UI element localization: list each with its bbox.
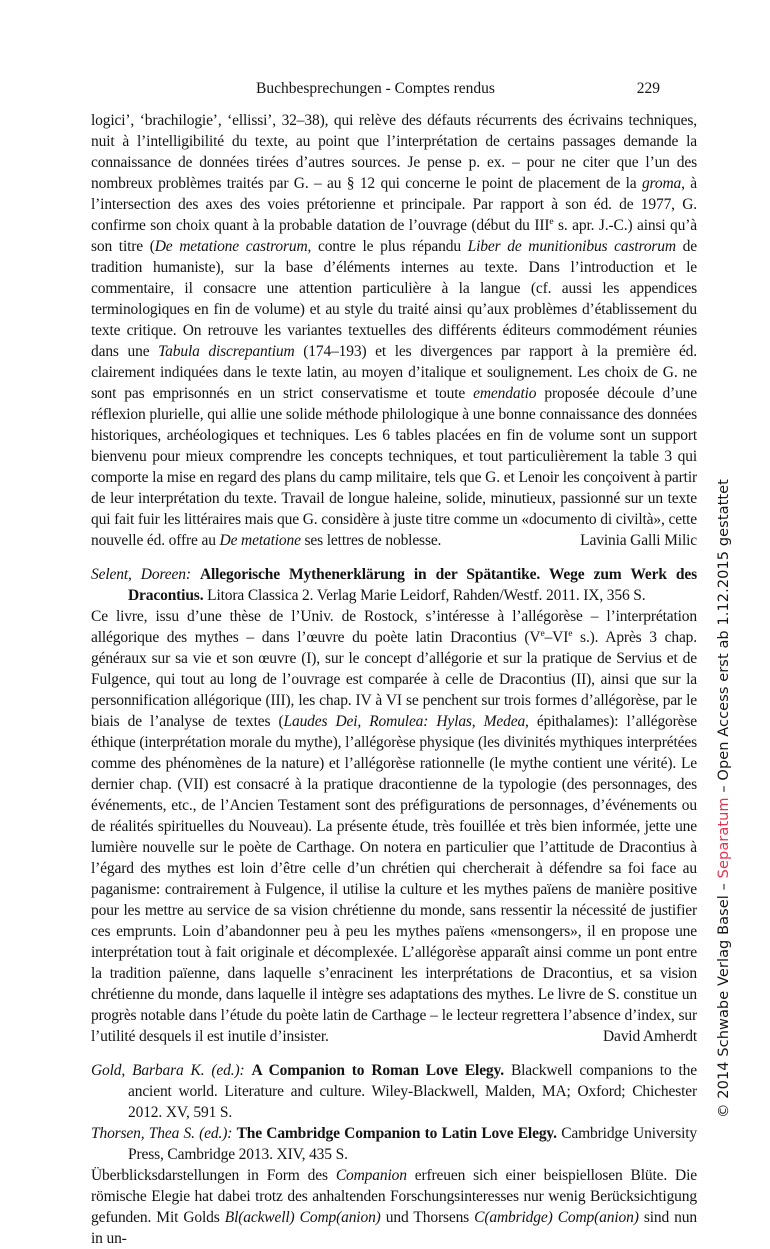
review-text: Überblicksdarstellungen in Form des Companion erfreuen sich einer beispiellosen Blüte. Die römische Elegie hat dabei trotz des anhaltenden Forschungsinteresses nur wenig Berücksichtigung gefunden. Mit Golds Bl(ackwell) Comp(anion) und Thorsens C(ambridge) Comp(anion) sind nun in un-: [91, 1167, 697, 1247]
book-reference-group: [91, 1060, 697, 1165]
review-text: logici’, ‘brachilogie’, ‘ellissi’, 32–38), qui relève des défauts récurrents des écrivains techniques, nuit à l’intelligibilité du texte, au point que l’interprétation de certains passages demande la connaissance de données tirées d’autres sources. Je pense p. ex. – pour ne citer que l’un des nombreux problèmes traités par G. – au § 12 qui concerne le point de placement de la groma, à l’intersection des axes des voies prétorienne et principale. Par rapport à son éd. de 1977, G. confirme son choix quant à la probable datation de l’ouvrage (début du IIIe s. apr. J.-C.) ainsi qu’à son titre (De metatione castrorum, contre le plus répandu Liber de munitionibus castrorum de tradition humaniste), sur la base d’éléments internes au texte. Dans l’introduction et le commentaire, il consacre une attention particulière à la langue (cf. aussi les appendices terminologiques en fin de volume) et au style du traité ainsi qu’aux problèmes d’établissement du texte critique. On retrouve les variantes textuelles des différents éditeurs commodément réunies dans une Tabula discrepantium (174–193) et les divergences par rapport à la première éd. clairement indiquées dans le texte latin, au moyen d’italique et soulignement. Les choix de G. ne sont pas emprisonnés en un strict conservatisme et toute emendatio proposée découle d’une réflexion plurielle, qui allie une solide méthode philologique à une bonne connaissance des données historiques, archéologiques et techniques. Les 6 tables placées en fin de volume sont un support bienvenu pour mieux comprendre les concepts techniques, et tout particulièrement la table 3 qui comporte la mise en regard des plans du camp militaire, tels que G. et Lenoir les conçoivent à partir de leur interprétation du texte. Travail de longue haleine, solide, minutieux, passionné sur un texte qui fait fuir les littéraires mais que G. considère à juste titre comme un «documento di civiltà», cette nouvelle éd. offre au De metatione ses lettres de noblesse.: [91, 112, 697, 549]
reviewer-signature: David Amherdt: [597, 1026, 697, 1047]
copyright-sidebar: [716, 479, 732, 1118]
book-reference-thorsen: [91, 1123, 697, 1165]
reference-text: Selent, Doreen: Allegorische Mythenerklärung in der Spätantike. Wege zum Werk des Dracontius. Litora Classica 2. Verlag Marie Leidorf, Rahden/Westf. 2011. IX, 356 S.: [91, 566, 697, 604]
reference-text: Gold, Barbara K. (ed.): A Companion to Roman Love Elegy. Blackwell companions to the ancient world. Literature and culture. Wiley-Blackwell, Malden, MA; Oxford; Chichester 2012. XV, 591 S.: [91, 1062, 697, 1121]
review-paragraph-de-metatione: [91, 110, 697, 551]
book-reference-selent: [91, 564, 697, 606]
running-title: Buchbesprechungen - Comptes rendus: [256, 80, 495, 97]
open-access-text: – Open Access erst ab 1.12.2015 gestattet: [716, 479, 732, 798]
reviewer-signature: Lavinia Galli Milic: [574, 530, 697, 551]
page-number: 229: [636, 80, 660, 97]
separatum-label: Separatum: [716, 797, 732, 879]
review-text: Ce livre, issu d’une thèse de l’Univ. de Rostock, s’intéresse à l’allégorèse – l’interprétation allégorique des mythes – dans l’œuvre du poète latin Dracontius (Ve–VIe s.). Après 3 chap. généraux sur sa vie et son œuvre (I), sur le concept d’allégorie et sur la pratique de Servius et de Fulgence, qui tout au long de l’ouvrage est comparée à celle de Dracontius (II), ainsi que sur la personnification allégorique (III), les chap. IV à VI se penchent sur trois formes d’allégorèse, par le biais de l’analyse de textes (Laudes Dei, Romulea: Hylas, Medea, épithalames): l’allégorèse éthique (interprétation morale du mythe), l’allégorèse physique (les divinités mythiques interprétées comme des phénomènes de la nature) et l’allégorèse rationnelle (le mythe contient une vérité). Le dernier chap. (VII) est consacré à la pratique dracontienne de la typologie (des personnages, des événements, etc., de l’Ancien Testament sont des préfigurations de personnages, d’événements ou de réalités spirituelles du Nouveau). La présente étude, très fouillée et très bien informée, jette une lumière nouvelle sur le poète de Carthage. On notera en particulier que l’attitude de Dracontius à l’égard des mythes est loin d’être celle d’un chrétien qui chercherait à défendre sa foi face au paganisme: contrairement à Fulgence, il utilise la culture et les mythes païens de manière positive pour les mettre au service de sa vision chrétienne du monde, sans ressentir la nécessité de justifier ces emprunts. Loin d’abandonner peu à peu les mythes païens «mensongers», il en propose une interprétation tout à fait originale et décomplexée. L’allégorèse apparaît ainsi comme un pont entre la tradition païenne, dans laquelle s’enracinent les interprétations de Dracontius, et sa vision chrétienne du monde, dans laquelle il intègre ses adaptations des mythes. Le livre de S. constitue un progrès notable dans l’étude du poète latin de Carthage – le lecteur regrettera l’absence d’index, sur l’utilité desquels il est inutile d’insister.: [91, 608, 698, 1045]
running-head: [91, 80, 660, 102]
review-paragraph-elegy: [91, 1165, 697, 1249]
reference-text: Thorsen, Thea S. (ed.): The Cambridge Companion to Latin Love Elegy. Cambridge University Press, Cambridge 2013. XIV, 435 S.: [91, 1125, 697, 1163]
review-paragraph-selent: [91, 606, 697, 1047]
book-reference-gold: [91, 1060, 697, 1123]
reviews-column: [91, 110, 697, 1249]
copyright-text: © 2014 Schwabe Verlag Basel –: [716, 878, 732, 1118]
